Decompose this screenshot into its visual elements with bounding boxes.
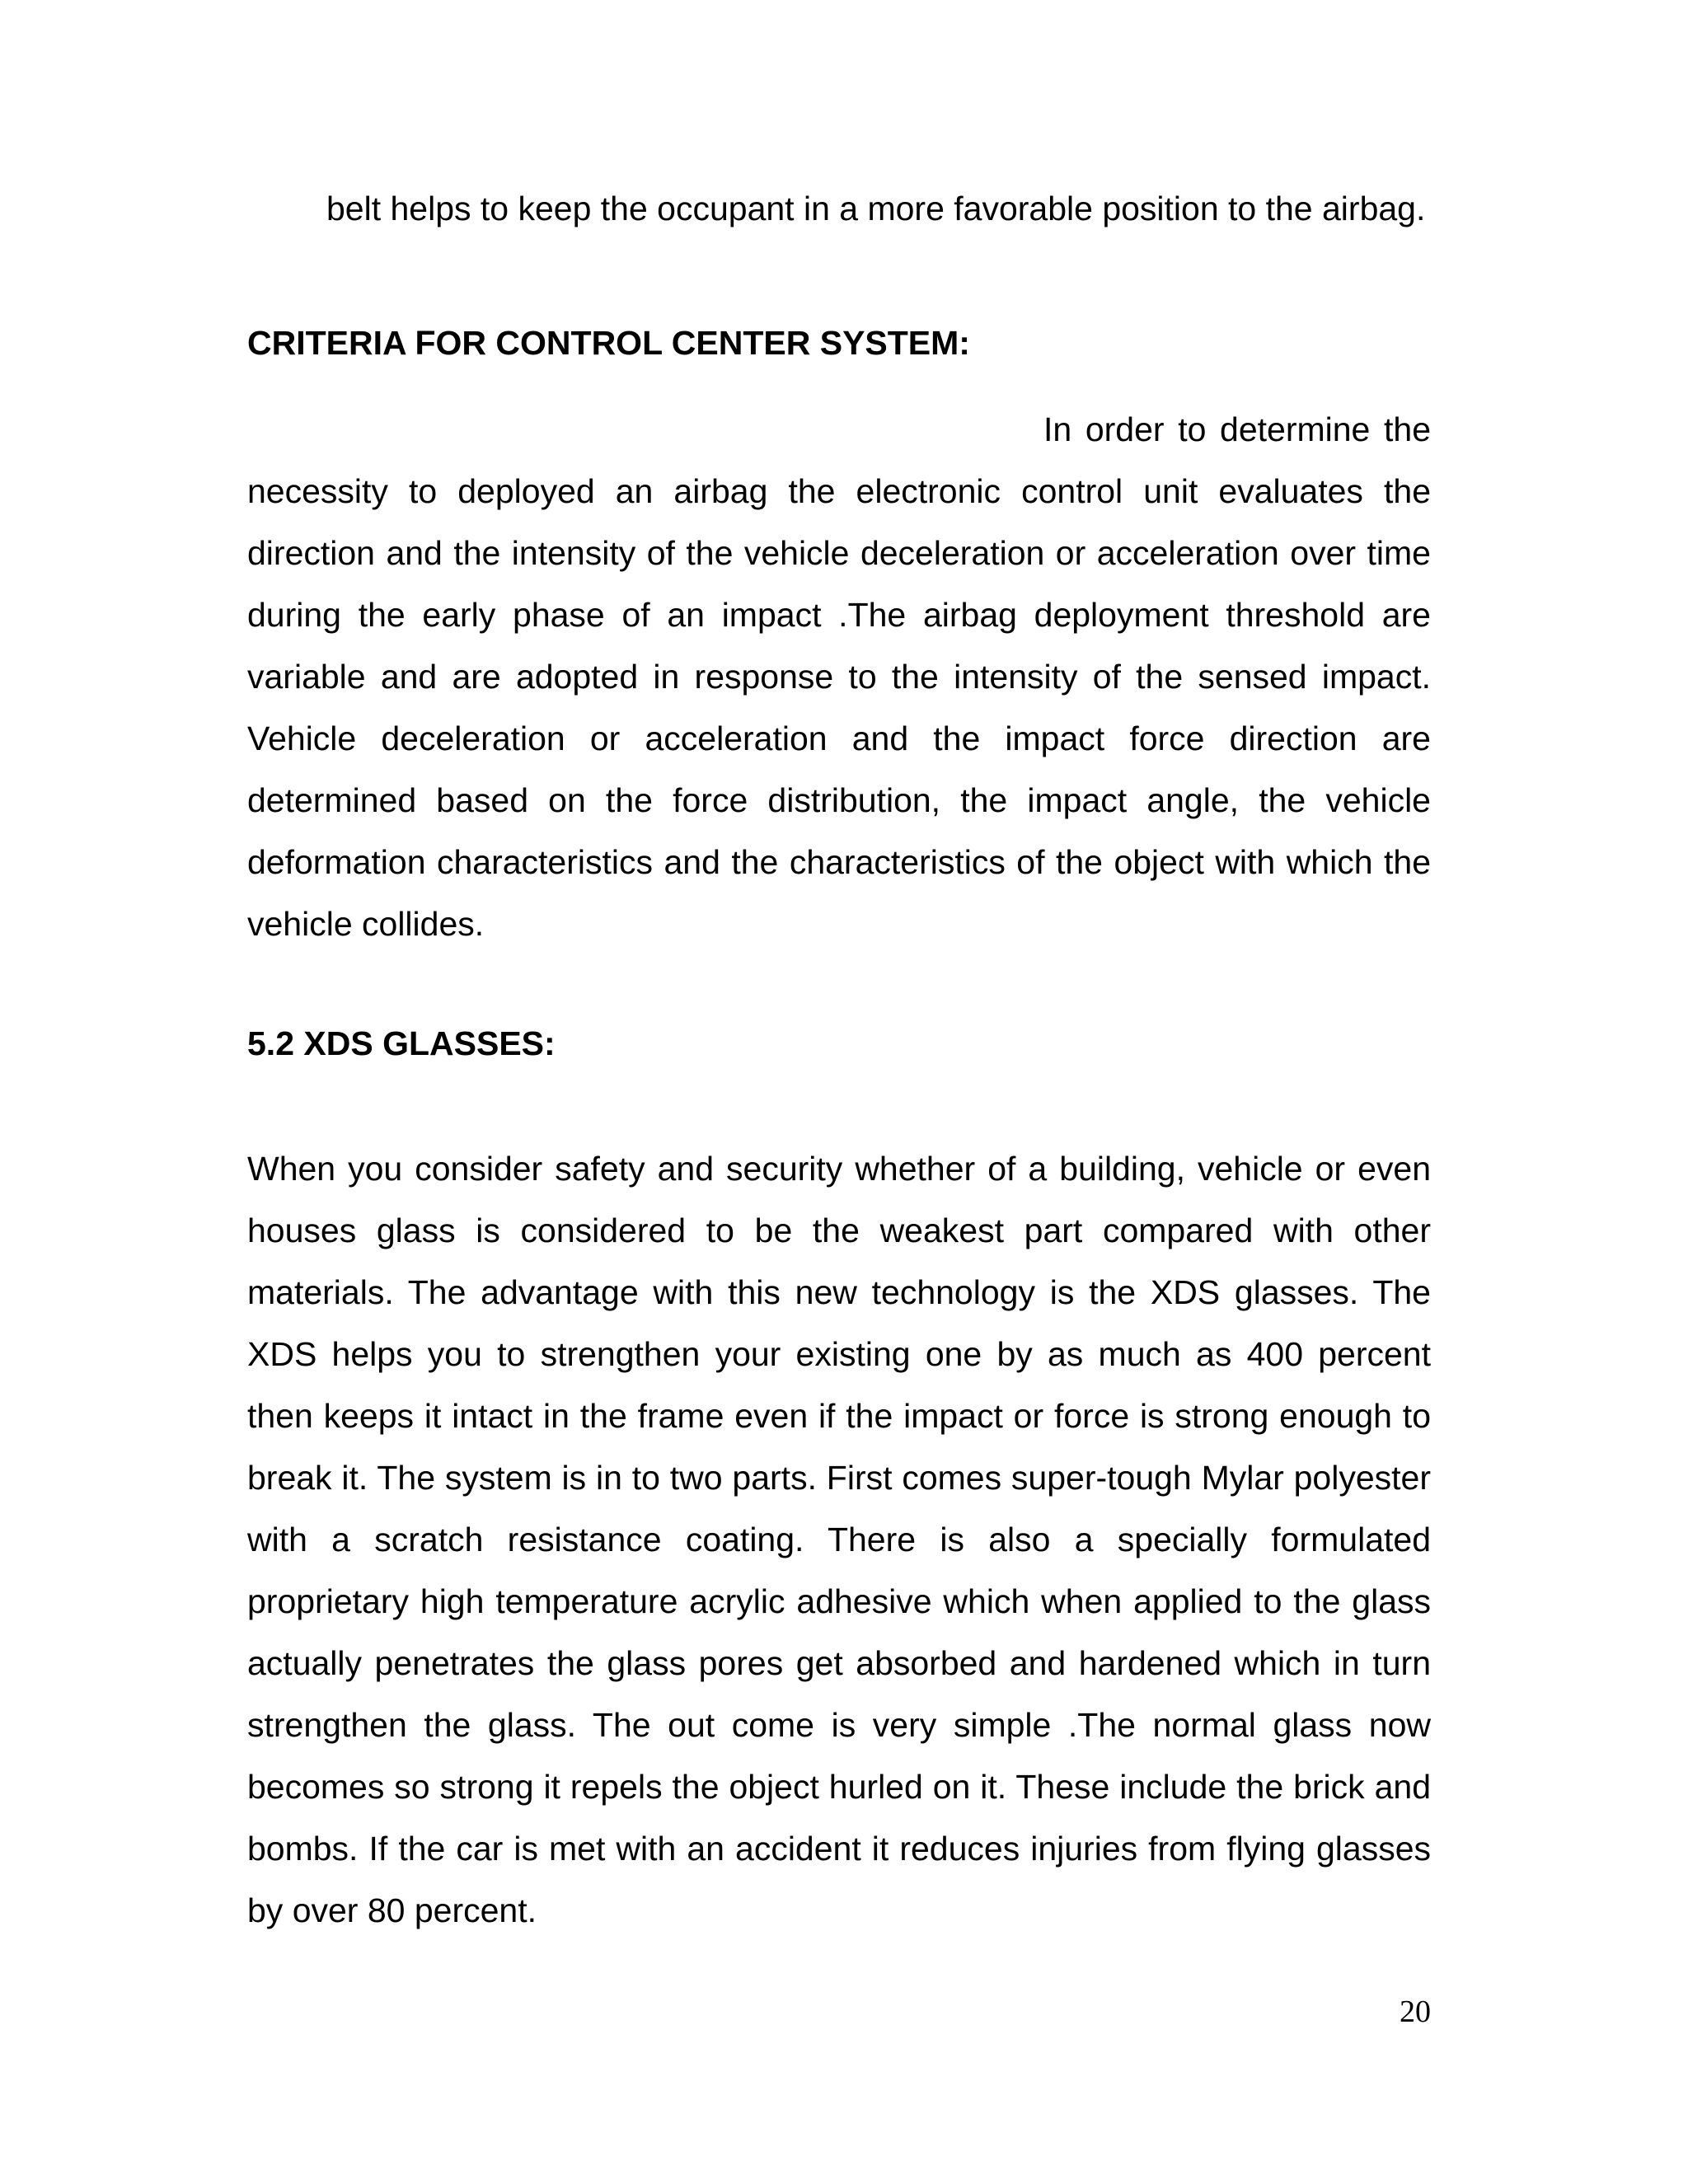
criteria-paragraph: In order to determine the necessity to deployed an airbag the electronic control unit evaluates the direction and the intensity of the vehicle deceleration or acceleration over time during the early phase of an impact .The airbag deployment threshold are variable and are adopted in response to the intensity of the sensed impact. Vehicle deceleration or acceleration and the impact force direction are determined based on the force distribution, the impact angle, the vehicle deformation characteristics and the characteristics of the object with which the vehicle collides.	[247, 410, 1431, 943]
continuation-paragraph: belt helps to keep the occupant in a more favorable position to the airbag.	[326, 190, 1426, 227]
page-number: 20	[1400, 1994, 1431, 2029]
xds-glasses-heading: 5.2 XDS GLASSES:	[247, 1024, 556, 1062]
xds-glasses-paragraph: When you consider safety and security whether of a building, vehicle or even houses glass is considered to be the weakest part compared with other materials. The advantage with this new technology is the XDS glasses. The XDS helps you to strengthen your existing one by as much as 400 percent then keeps it intact in the frame even if the impact or force is strong enough to break it. The system is in to two parts. First comes super-tough Mylar polyester with a scratch resistance coating. There is also a specially formulated proprietary high temperature acrylic adhesive which when applied to the glass actually penetrates the glass pores get absorbed and hardened which in turn strengthen the glass. The out come is very simple .The normal glass now becomes so strong it repels the object hurled on it. These include the brick and bombs. If the car is met with an accident it reduces injuries from flying glasses by over 80 percent.	[247, 1150, 1431, 1929]
criteria-heading: CRITERIA FOR CONTROL CENTER SYSTEM:	[247, 324, 970, 362]
